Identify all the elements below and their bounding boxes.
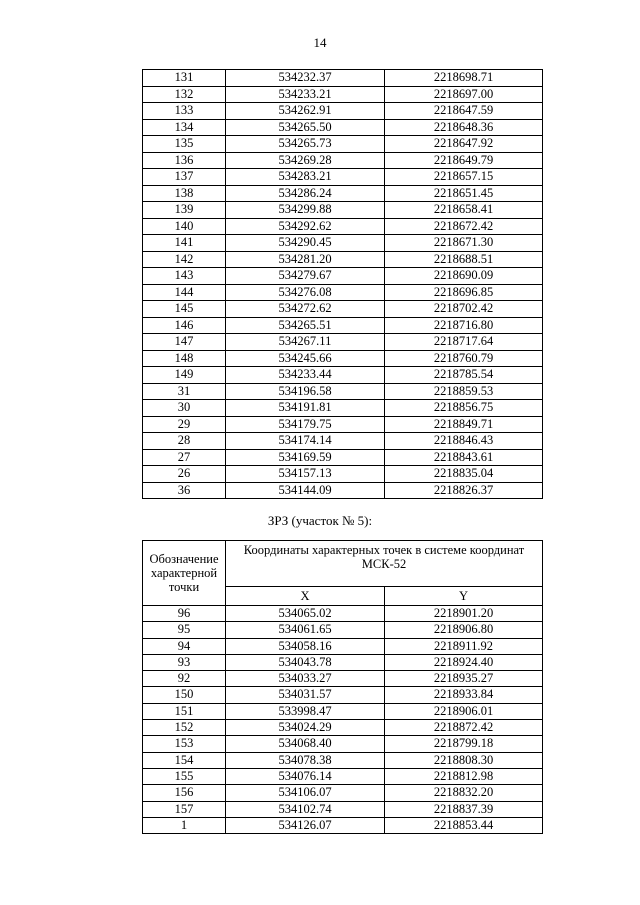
coord-x: 534033.27 <box>226 671 385 687</box>
point-number: 155 <box>143 768 226 784</box>
coord-x: 534290.45 <box>226 235 385 252</box>
coord-y: 2218859.53 <box>385 383 543 400</box>
table-row <box>143 703 543 719</box>
coord-x: 534078.38 <box>226 752 385 768</box>
point-number: 36 <box>143 482 226 499</box>
coord-y: 2218649.79 <box>385 152 543 169</box>
coord-y: 2218648.36 <box>385 119 543 136</box>
point-number: 137 <box>143 169 226 186</box>
table-row <box>143 817 543 833</box>
coord-y: 2218901.20 <box>385 606 543 622</box>
coord-x: 534276.08 <box>226 284 385 301</box>
point-number: 26 <box>143 466 226 483</box>
coord-x: 534267.11 <box>226 334 385 351</box>
coord-x: 534031.57 <box>226 687 385 703</box>
coord-x: 534196.58 <box>226 383 385 400</box>
table-row <box>143 638 543 654</box>
coord-y: 2218658.41 <box>385 202 543 219</box>
coord-x: 534065.02 <box>226 606 385 622</box>
point-number: 139 <box>143 202 226 219</box>
coord-y: 2218906.01 <box>385 703 543 719</box>
coord-y: 2218846.43 <box>385 433 543 450</box>
point-number: 131 <box>143 70 226 87</box>
table-row <box>143 367 543 384</box>
coord-x: 534024.29 <box>226 720 385 736</box>
table-row <box>143 433 543 450</box>
coord-x: 534232.37 <box>226 70 385 87</box>
coord-y: 2218812.98 <box>385 768 543 784</box>
table-row <box>143 334 543 351</box>
table-row <box>143 687 543 703</box>
table-row <box>143 284 543 301</box>
point-number: 29 <box>143 416 226 433</box>
point-number: 92 <box>143 671 226 687</box>
coord-x: 534126.07 <box>226 817 385 833</box>
table-row <box>143 317 543 334</box>
coord-y: 2218853.44 <box>385 817 543 833</box>
header-row <box>143 541 543 587</box>
table-row <box>143 752 543 768</box>
table-row <box>143 400 543 417</box>
table-row <box>143 268 543 285</box>
coord-y: 2218808.30 <box>385 752 543 768</box>
coord-y: 2218911.92 <box>385 638 543 654</box>
table-row <box>143 768 543 784</box>
table-row <box>143 622 543 638</box>
table-row <box>143 251 543 268</box>
table-row <box>143 185 543 202</box>
coord-x: 534106.07 <box>226 785 385 801</box>
coord-x: 534076.14 <box>226 768 385 784</box>
coord-x: 534191.81 <box>226 400 385 417</box>
point-number: 150 <box>143 687 226 703</box>
table-row <box>143 671 543 687</box>
coord-y: 2218688.51 <box>385 251 543 268</box>
coord-x: 534281.20 <box>226 251 385 268</box>
point-number: 136 <box>143 152 226 169</box>
table-row <box>143 70 543 87</box>
table-row <box>143 449 543 466</box>
coord-x: 534269.28 <box>226 152 385 169</box>
coord-y: 2218717.64 <box>385 334 543 351</box>
header-coordinates: Координаты характерных точек в системе координат МСК-52 <box>226 541 543 587</box>
point-number: 144 <box>143 284 226 301</box>
coord-x: 534272.62 <box>226 301 385 318</box>
coord-y: 2218835.04 <box>385 466 543 483</box>
coordinates-table-header <box>143 541 543 606</box>
point-number: 133 <box>143 103 226 120</box>
table-row <box>143 301 543 318</box>
point-number: 93 <box>143 654 226 670</box>
coord-y: 2218657.15 <box>385 169 543 186</box>
table-row <box>143 606 543 622</box>
header-x: X <box>226 587 385 606</box>
coord-y: 2218849.71 <box>385 416 543 433</box>
table-row <box>143 119 543 136</box>
point-number: 148 <box>143 350 226 367</box>
table-row <box>143 466 543 483</box>
header-point-designation: Обозначение характерной точки <box>143 541 226 606</box>
coord-y: 2218690.09 <box>385 268 543 285</box>
coord-y: 2218697.00 <box>385 86 543 103</box>
coord-x: 534169.59 <box>226 449 385 466</box>
coord-x: 534299.88 <box>226 202 385 219</box>
coord-x: 534061.65 <box>226 622 385 638</box>
point-number: 27 <box>143 449 226 466</box>
coord-x: 534157.13 <box>226 466 385 483</box>
coord-x: 534265.50 <box>226 119 385 136</box>
point-number: 146 <box>143 317 226 334</box>
point-number: 140 <box>143 218 226 235</box>
point-number: 134 <box>143 119 226 136</box>
point-number: 96 <box>143 606 226 622</box>
point-number: 154 <box>143 752 226 768</box>
table-row <box>143 218 543 235</box>
coord-x: 534144.09 <box>226 482 385 499</box>
page-number: 14 <box>313 35 327 50</box>
table-row <box>143 482 543 499</box>
coord-y: 2218856.75 <box>385 400 543 417</box>
coordinates-table-body <box>143 70 543 499</box>
point-number: 147 <box>143 334 226 351</box>
coord-x: 534283.21 <box>226 169 385 186</box>
coordinates-table-body <box>143 606 543 834</box>
coord-x: 534233.44 <box>226 367 385 384</box>
coord-x: 533998.47 <box>226 703 385 719</box>
header-y: Y <box>385 587 543 606</box>
section-title: ЗРЗ (участок № 5): <box>267 513 373 528</box>
point-number: 141 <box>143 235 226 252</box>
table-row <box>143 235 543 252</box>
point-number: 1 <box>143 817 226 833</box>
coord-x: 534233.21 <box>226 86 385 103</box>
table-row <box>143 383 543 400</box>
coord-y: 2218837.39 <box>385 801 543 817</box>
table-row <box>143 136 543 153</box>
coord-x: 534279.67 <box>226 268 385 285</box>
point-number: 143 <box>143 268 226 285</box>
coord-y: 2218698.71 <box>385 70 543 87</box>
coord-x: 534058.16 <box>226 638 385 654</box>
coord-y: 2218760.79 <box>385 350 543 367</box>
point-number: 145 <box>143 301 226 318</box>
coordinates-table-plot-5 <box>142 540 543 834</box>
coord-x: 534286.24 <box>226 185 385 202</box>
table-row <box>143 169 543 186</box>
coord-y: 2218702.42 <box>385 301 543 318</box>
point-number: 28 <box>143 433 226 450</box>
coord-y: 2218906.80 <box>385 622 543 638</box>
coord-x: 534262.91 <box>226 103 385 120</box>
coord-y: 2218647.92 <box>385 136 543 153</box>
point-number: 149 <box>143 367 226 384</box>
point-number: 151 <box>143 703 226 719</box>
table-row <box>143 350 543 367</box>
coord-y: 2218785.54 <box>385 367 543 384</box>
coord-y: 2218799.18 <box>385 736 543 752</box>
point-number: 31 <box>143 383 226 400</box>
coord-y: 2218647.59 <box>385 103 543 120</box>
point-number: 153 <box>143 736 226 752</box>
coord-y: 2218832.20 <box>385 785 543 801</box>
coordinates-table-continued <box>142 69 543 499</box>
point-number: 94 <box>143 638 226 654</box>
coord-x: 534043.78 <box>226 654 385 670</box>
coord-x: 534179.75 <box>226 416 385 433</box>
table-row <box>143 736 543 752</box>
coord-y: 2218716.80 <box>385 317 543 334</box>
table-row <box>143 86 543 103</box>
coord-y: 2218826.37 <box>385 482 543 499</box>
coord-y: 2218924.40 <box>385 654 543 670</box>
coord-x: 534245.66 <box>226 350 385 367</box>
point-number: 30 <box>143 400 226 417</box>
point-number: 95 <box>143 622 226 638</box>
table-row <box>143 785 543 801</box>
coord-y: 2218933.84 <box>385 687 543 703</box>
coord-y: 2218651.45 <box>385 185 543 202</box>
point-number: 142 <box>143 251 226 268</box>
point-number: 138 <box>143 185 226 202</box>
table-row <box>143 152 543 169</box>
table-row <box>143 801 543 817</box>
coord-y: 2218671.30 <box>385 235 543 252</box>
coord-x: 534174.14 <box>226 433 385 450</box>
coord-y: 2218672.42 <box>385 218 543 235</box>
point-number: 152 <box>143 720 226 736</box>
coord-x: 534265.73 <box>226 136 385 153</box>
coord-x: 534292.62 <box>226 218 385 235</box>
coord-y: 2218935.27 <box>385 671 543 687</box>
table-row <box>143 103 543 120</box>
point-number: 135 <box>143 136 226 153</box>
point-number: 157 <box>143 801 226 817</box>
coord-y: 2218872.42 <box>385 720 543 736</box>
coord-x: 534265.51 <box>226 317 385 334</box>
point-number: 156 <box>143 785 226 801</box>
coord-x: 534102.74 <box>226 801 385 817</box>
table-row <box>143 416 543 433</box>
coord-y: 2218843.61 <box>385 449 543 466</box>
table-row <box>143 202 543 219</box>
table-row <box>143 720 543 736</box>
table-row <box>143 654 543 670</box>
coord-x: 534068.40 <box>226 736 385 752</box>
point-number: 132 <box>143 86 226 103</box>
coord-y: 2218696.85 <box>385 284 543 301</box>
